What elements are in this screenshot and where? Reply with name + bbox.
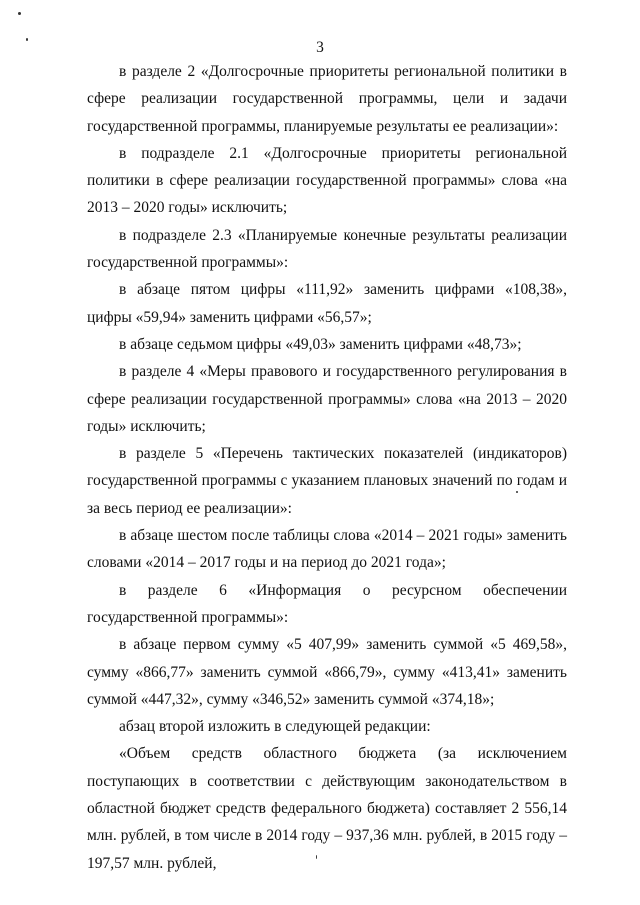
document-body: [87, 58, 567, 877]
paragraph: в разделе 6 «Информация о ресурсном обеспечении государственной программы»:: [87, 581, 567, 626]
paragraph: в разделе 5 «Перечень тактических показателей (индикаторов) государственной программы с указанием плановых значений по годам и за весь период ее реализации»:: [87, 445, 567, 517]
paragraph: абзац второй изложить в следующей редакции:: [119, 718, 431, 736]
paragraph: в абзаце шестом после таблицы слова «2014 – 2021 годы» заменить словами «2014 – 2017 годы и на период до 2021 года»;: [87, 527, 567, 572]
paragraph: в абзаце пятом цифры «111,92» заменить цифрами «108,38», цифры «59,94» заменить цифрами «56,57»;: [87, 281, 567, 326]
scan-speck: [18, 12, 21, 15]
paragraph: «Объем средств областного бюджета (за исключением поступающих в соответствии с действующим законодательством в областной бюджет средств федерального бюджета) составляет 2 556,14 млн. рублей, в том числе в 2014 году – 937,36 млн. рублей, в 2015 году – 197,57 млн. рублей,: [87, 745, 567, 872]
paragraph: в разделе 4 «Меры правового и государственного регулирования в сфере реализации государственной программы» слова «на 2013 – 2020 годы» исключить;: [87, 363, 567, 435]
paragraph: в абзаце седьмом цифры «49,03» заменить цифрами «48,73»;: [119, 335, 522, 353]
paragraph: в абзаце первом сумму «5 407,99» заменить суммой «5 469,58», сумму «866,77» заменить суммой «866,79», сумму «413,41» заменить суммой «447,32», сумму «346,52» заменить суммой «374,18»;: [87, 636, 567, 708]
paragraph: в подразделе 2.1 «Долгосрочные приоритеты региональной политики в сфере реализации государственной программы» слова «на 2013 – 2020 годы» исключить;: [87, 144, 567, 217]
page-number: 3: [316, 39, 324, 56]
paragraph: в разделе 2 «Долгосрочные приоритеты региональной политики в сфере реализации государственной программы, цели и задачи государственной программы, планируемые результаты ее реализации»:: [87, 63, 567, 135]
paragraph: в подразделе 2.3 «Планируемые конечные результаты реализации государственной программы»:: [87, 226, 567, 272]
